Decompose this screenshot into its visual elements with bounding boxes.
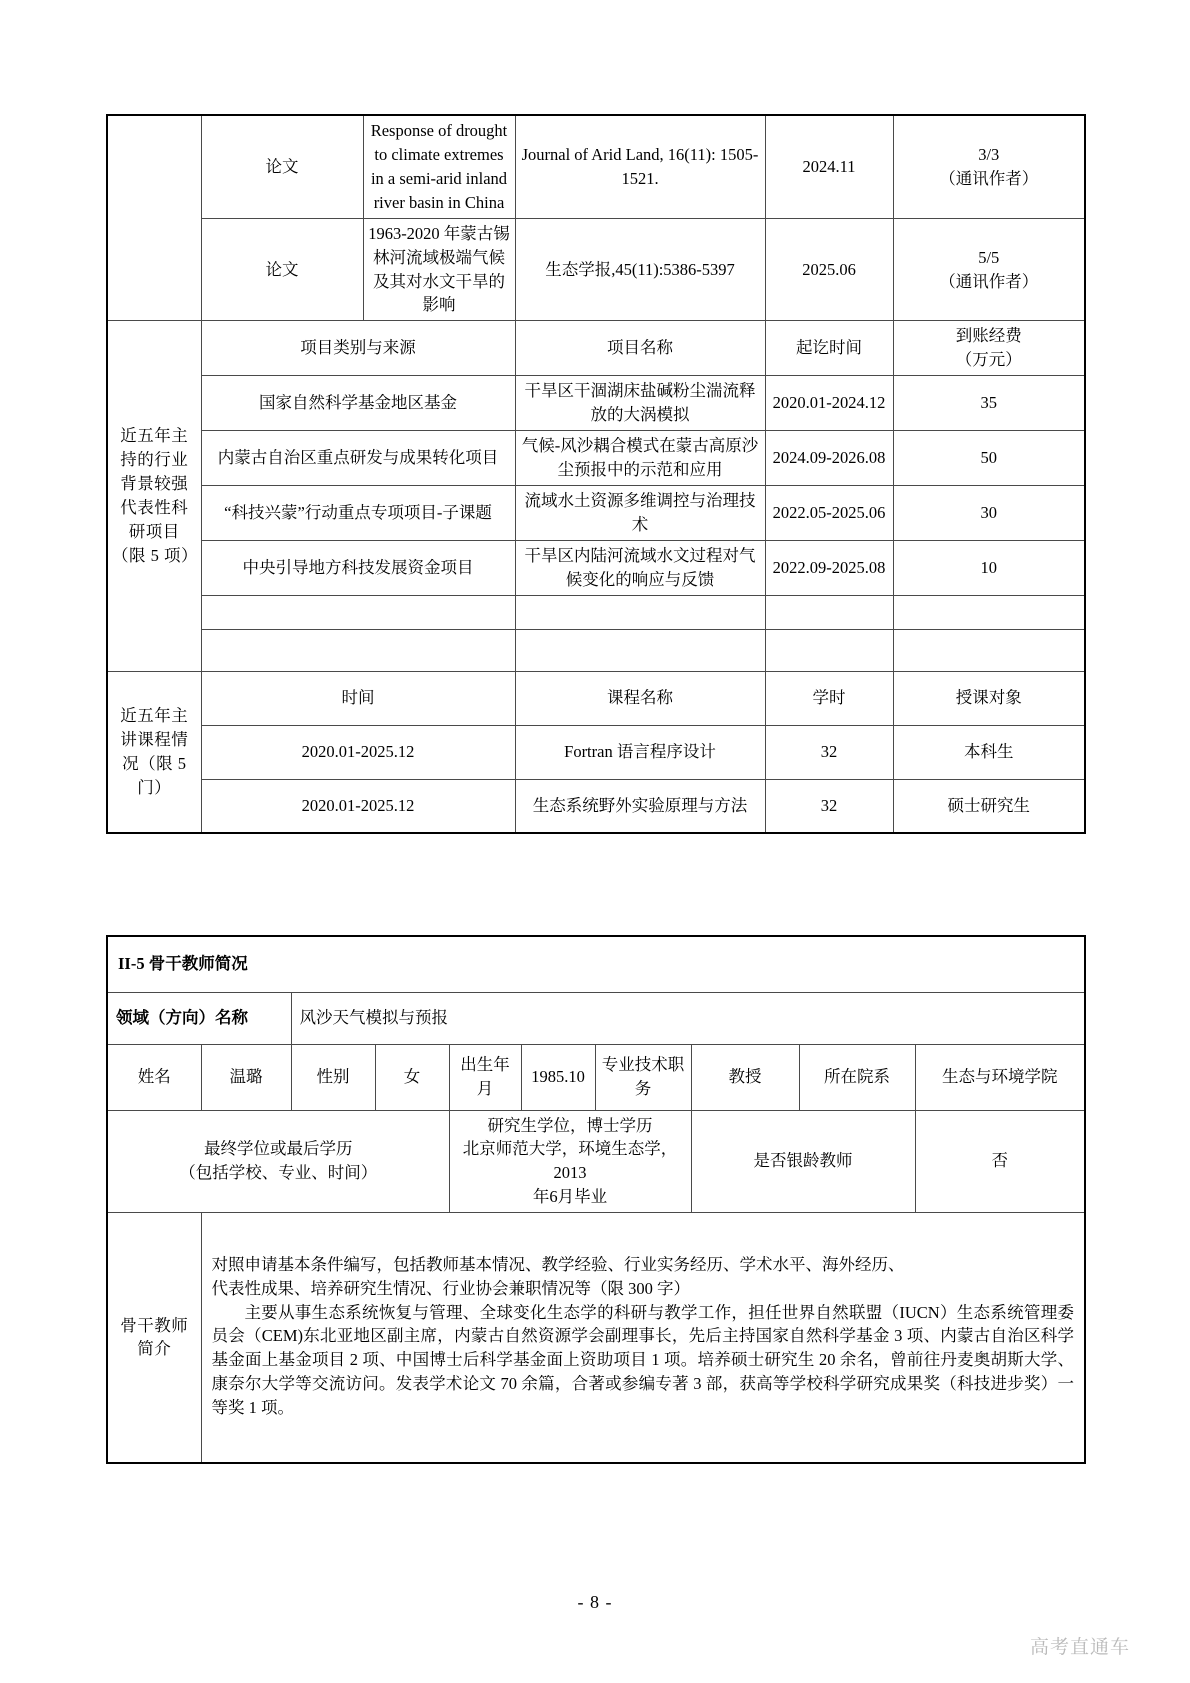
birth-label: 出生年月 (449, 1044, 521, 1110)
paper-rank-role: （通讯作者） (939, 271, 1039, 291)
paper-rank (893, 115, 1085, 218)
project-period: 2020.01-2024.12 (765, 376, 893, 431)
project-period (765, 595, 893, 629)
course-hours: 32 (765, 779, 893, 833)
project-category: 内蒙古自治区重点研发与成果转化项目 (201, 431, 515, 486)
course-row (107, 779, 1085, 833)
projects-col-funding-line1: 到账经费 (955, 326, 1022, 346)
course-audience: 本科生 (893, 725, 1085, 779)
projects-section-label: 近五年主持的行业背景较强代表性科研项目（限 5 项） (107, 321, 201, 671)
bio-label: 骨干教师简介 (107, 1213, 201, 1463)
paper-type: 论文 (201, 218, 363, 321)
project-period: 2022.05-2025.06 (765, 485, 893, 540)
dept-value: 生态与环境学院 (915, 1044, 1085, 1110)
projects-col-category: 项目类别与来源 (201, 321, 515, 376)
project-funding-empty (893, 629, 1085, 671)
birth-value: 1985.10 (521, 1044, 595, 1110)
silver-teacher-label: 是否银龄教师 (691, 1110, 915, 1213)
course-row (107, 725, 1085, 779)
paper-source: 生态学报,45(11):5386-5397 (515, 218, 765, 321)
gender-label: 性别 (291, 1044, 375, 1110)
paper-date: 2025.06 (765, 218, 893, 321)
project-name (515, 595, 765, 629)
teacher-profile-table-wrapper (106, 935, 1084, 1464)
courses-section-label: 近五年主讲课程情况（限 5 门） (107, 671, 201, 833)
project-name: 流域水土资源多维调控与治理技术 (515, 485, 765, 540)
project-funding: 30 (893, 485, 1085, 540)
project-row (107, 485, 1085, 540)
research-projects-table (106, 114, 1086, 834)
project-row (107, 431, 1085, 486)
project-category-empty (201, 629, 515, 671)
project-name: 干旱区内陆河流域水文过程对气候变化的响应与反馈 (515, 540, 765, 595)
project-row (107, 595, 1085, 629)
bio-body: 主要从事生态系统恢复与管理、全球变化生态学的科研与教学工作，担任世界自然联盟（IUCN）生态系统管理委员会（CEM)东北亚地区副主席，内蒙古自然资源学会副理事长，先后主持国家自然科学基金 3 项、内蒙古自治区科学基金面上基金项目 2 项、中国博士后科学基金面上资助项目 1 项。培养硕士研究生 20 余名，曾前往丹麦奥胡斯大学、康奈尔大学等交流访问。发表学术论文 70 余篇，合著或参编专著 3 部，获高等学校科学研究成果奖（科技进步奖）一等奖 1 项。 (211, 1302, 1074, 1418)
dept-label: 所在院系 (799, 1044, 915, 1110)
project-category: 国家自然科学基金地区基金 (201, 376, 515, 431)
project-name: 干旱区干涸湖床盐碱粉尘湍流释放的大涡模拟 (515, 376, 765, 431)
name-label: 姓名 (107, 1044, 201, 1110)
course-hours: 32 (765, 725, 893, 779)
table-row (107, 218, 1085, 321)
teacher-profile-table (106, 935, 1086, 1464)
paper-type: 论文 (201, 115, 363, 218)
section-title: II-5 骨干教师简况 (107, 936, 1085, 992)
paper-source: Journal of Arid Land, 16(11): 1505-1521. (515, 115, 765, 218)
project-funding: 10 (893, 540, 1085, 595)
courses-col-hours: 学时 (765, 671, 893, 725)
paper-title: 1963-2020 年蒙古锡林河流域极端气候及其对水文干旱的影响 (363, 218, 515, 321)
project-row-empty (107, 629, 1085, 671)
bio-content (201, 1213, 1085, 1463)
project-funding: 50 (893, 431, 1085, 486)
paper-rank-role: （通讯作者） (939, 168, 1039, 188)
paper-date: 2024.11 (765, 115, 893, 218)
paper-rank-value: 5/5 (978, 247, 1000, 267)
project-period: 2022.09-2025.08 (765, 540, 893, 595)
bio-row (107, 1213, 1085, 1463)
field-direction-row (107, 992, 1085, 1044)
degree-label (107, 1110, 449, 1213)
course-time: 2020.01-2025.12 (201, 725, 515, 779)
degree-value-line2: 北京师范大学，环境生态学，2013 (462, 1139, 678, 1183)
project-name-empty (515, 629, 765, 671)
courses-col-audience: 授课对象 (893, 671, 1085, 725)
degree-label-line1: 最终学位或最后学历 (204, 1139, 353, 1159)
project-period-empty (765, 629, 893, 671)
project-name: 气候-风沙耦合模式在蒙古高原沙尘预报中的示范和应用 (515, 431, 765, 486)
field-direction-value: 风沙天气模拟与预报 (291, 992, 1085, 1044)
project-category (201, 595, 515, 629)
bio-instruction-line2: 代表性成果、培养研究生情况、行业协会兼职情况等（限 300 字） (211, 1278, 690, 1298)
project-funding: 35 (893, 376, 1085, 431)
projects-col-name: 项目名称 (515, 321, 765, 376)
courses-col-time: 时间 (201, 671, 515, 725)
bio-instruction-line1: 对照申请基本条件编写，包括教师基本情况、教学经验、行业实务经历、学术水平、海外经历、 (211, 1254, 905, 1274)
project-funding (893, 595, 1085, 629)
course-audience: 硕士研究生 (893, 779, 1085, 833)
degree-value (449, 1110, 691, 1213)
paper-rank (893, 218, 1085, 321)
project-category: 中央引导地方科技发展资金项目 (201, 540, 515, 595)
course-name: Fortran 语言程序设计 (515, 725, 765, 779)
course-time: 2020.01-2025.12 (201, 779, 515, 833)
projects-col-period: 起讫时间 (765, 321, 893, 376)
project-row (107, 540, 1085, 595)
degree-value-line3: 年6月毕业 (532, 1187, 608, 1207)
gender-value: 女 (375, 1044, 449, 1110)
silver-teacher-value: 否 (915, 1110, 1085, 1213)
page-number: - 8 - (577, 1592, 613, 1612)
title-value: 教授 (691, 1044, 799, 1110)
watermark: 高考直通车 (1029, 1636, 1130, 1658)
course-name: 生态系统野外实验原理与方法 (515, 779, 765, 833)
project-category: “科技兴蒙”行动重点专项项目-子课题 (201, 485, 515, 540)
paper-title: Response of drought to climate extremes in a semi-arid inland river basin in China (363, 115, 515, 218)
title-label: 专业技术职 务 (595, 1044, 691, 1110)
degree-row (107, 1110, 1085, 1213)
courses-header-row (107, 671, 1085, 725)
project-period: 2024.09-2026.08 (765, 431, 893, 486)
table-row (107, 115, 1085, 218)
paper-rank-value: 3/3 (978, 144, 1000, 164)
degree-label-line2: （包括学校、专业、时间） (179, 1163, 378, 1183)
teacher-info-row (107, 1044, 1085, 1110)
section-title-row (107, 936, 1085, 992)
projects-col-funding (893, 321, 1085, 376)
field-direction-label: 领域（方向）名称 (107, 992, 291, 1044)
courses-col-name: 课程名称 (515, 671, 765, 725)
projects-col-funding-line2: （万元） (955, 350, 1022, 370)
paper-spacer-cell (107, 115, 201, 321)
project-row (107, 376, 1085, 431)
projects-header-row (107, 321, 1085, 376)
research-projects-table-wrapper (106, 114, 1084, 834)
degree-value-line1: 研究生学位，博士学历 (487, 1115, 653, 1135)
name-value: 温璐 (201, 1044, 291, 1110)
